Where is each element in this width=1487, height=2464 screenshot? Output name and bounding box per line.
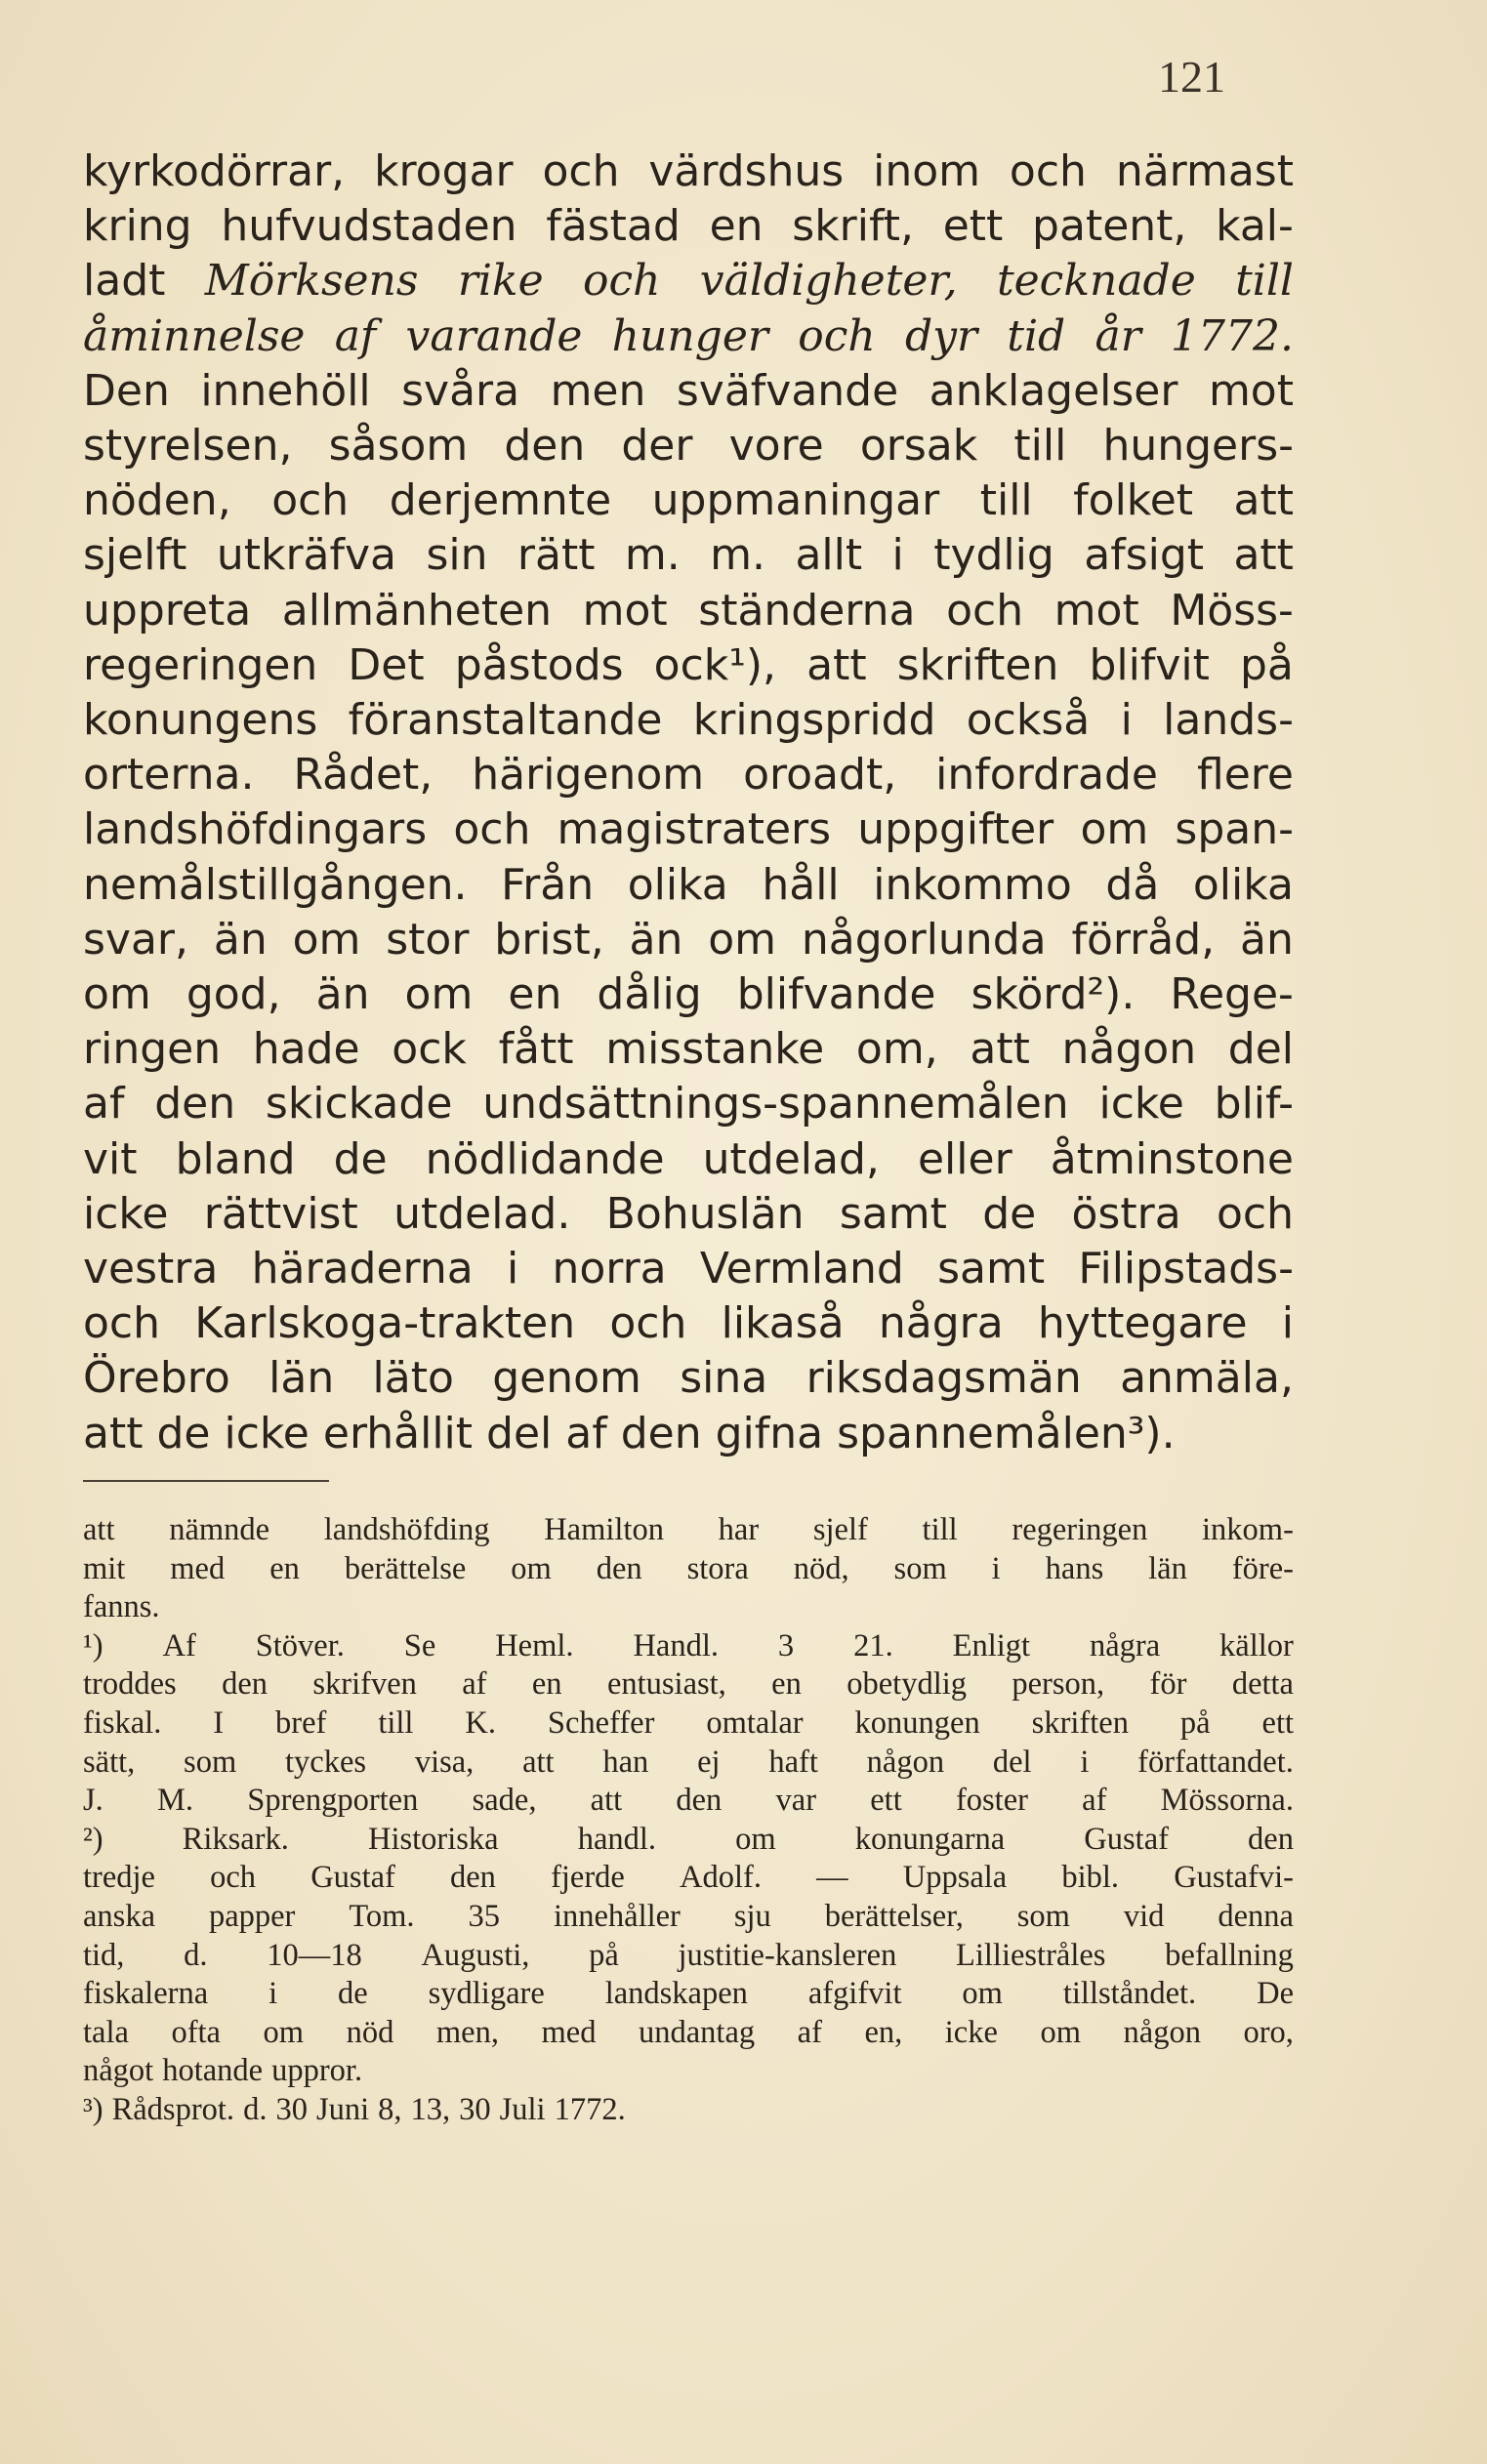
text-line: Den innehöll svåra men sväfvande anklagelser mot — [83, 365, 1294, 416]
text-line: vit bland de nödlidande utdelad, eller åtminstone — [83, 1133, 1294, 1184]
text-line: regeringen Det påstods ock¹), att skriften blifvit på — [83, 639, 1294, 690]
footnotes-block — [83, 1511, 1294, 2130]
footnote-line: ³) Rådsprot. d. 30 Juni 8, 13, 30 Juli 1772. — [83, 2091, 626, 2127]
text-line: landshöfdingars och magistraters uppgifter om span- — [83, 804, 1294, 855]
footnote-line: ²) Riksark. Historiska handl. om konungarna Gustaf den — [83, 1821, 1294, 1857]
text-line: uppreta allmänheten mot ständerna och mot Möss- — [83, 585, 1294, 636]
footnote-separator — [83, 1480, 329, 1482]
text-line: åminnelse af varande hunger och dyr tid år 1772. — [83, 310, 1294, 361]
text-line: och Karlskoga-trakten och likaså några hyttegare i — [83, 1298, 1294, 1349]
text-line: orterna. Rådet, härigenom oroadt, infordrade flere — [83, 750, 1294, 801]
footnote-line: tredje och Gustaf den fjerde Adolf. — Uppsala bibl. Gustafvi- — [83, 1860, 1294, 1896]
text-line: om god, än om en dålig blifvande skörd²). Rege- — [83, 969, 1294, 1020]
text-line: svar, än om stor brist, än om någorlunda förråd, än — [83, 914, 1294, 965]
main-text-block — [83, 144, 1294, 1461]
text-line: konungens föranstaltande kringspridd också i lands- — [83, 695, 1294, 746]
footnote-line: mit med en berättelse om den stora nöd, som i hans län före- — [83, 1550, 1294, 1586]
footnote-line: fanns. — [83, 1589, 160, 1625]
footnote-line: fiskalerna i de sydligare landskapen afgifvit om tillståndet. De — [83, 1976, 1294, 2012]
footnote-line: sätt, som tyckes visa, att han ej haft någon del i författandet. — [83, 1744, 1294, 1780]
text-line: nöden, och derjemnte uppmaningar till folket att — [83, 475, 1294, 526]
text-line: vestra häraderna i norra Vermland samt Filipstads- — [83, 1244, 1294, 1294]
text-line: ringen hade ock fått misstanke om, att någon del — [83, 1024, 1294, 1075]
text-line: sjelft utkräfva sin rätt m. m. allt i tydlig afsigt att — [83, 530, 1294, 581]
footnote-line: troddes den skrifven af en entusiast, en obetydlig person, för detta — [83, 1666, 1294, 1703]
page-number: 121 — [1158, 52, 1225, 102]
text-line: Örebro län läto genom sina riksdagsmän anmäla, — [83, 1353, 1294, 1404]
footnote-line: J. M. Sprengporten sade, att den var ett foster af Mössorna. — [83, 1783, 1294, 1819]
text-line: styrelsen, såsom den der vore orsak till hungers- — [83, 421, 1294, 472]
text-line: af den skickade undsättnings-spannemålen icke blif- — [83, 1079, 1294, 1129]
footnote-line: tala ofta om nöd men, med undantag af en, icke om någon oro, — [83, 2014, 1294, 2050]
text-line: nemålstillgången. Från olika håll inkommo då olika — [83, 859, 1294, 910]
text-line: att de icke erhållit del af den gifna spannemålen³). — [83, 1408, 1176, 1458]
footnote-line: något hotande uppror. — [83, 2053, 363, 2089]
text-line: ladt Mörksens rike och väldigheter, tecknade till — [83, 256, 1294, 307]
footnote-line: att nämnde landshöfding Hamilton har sjelf till regeringen inkom- — [83, 1512, 1294, 1547]
text-line: icke rättvist utdelad. Bohuslän samt de östra och — [83, 1188, 1294, 1239]
text-line: kyrkodörrar, krogar och värdshus inom och närmast — [83, 146, 1294, 196]
footnote-line: ¹) Af Stöver. Se Heml. Handl. 3 21. Enligt några källor — [83, 1627, 1294, 1663]
footnote-line: anska papper Tom. 35 innehåller sju berättelser, som vid denna — [83, 1898, 1294, 1934]
footnote-line: fiskal. I bref till K. Scheffer omtalar konungen skriften på ett — [83, 1704, 1294, 1741]
footnote-line: tid, d. 10—18 Augusti, på justitie-kansleren Lilliestråles befallning — [83, 1937, 1294, 1973]
text-line: kring hufvudstaden fästad en skrift, ett patent, kal- — [83, 201, 1294, 252]
